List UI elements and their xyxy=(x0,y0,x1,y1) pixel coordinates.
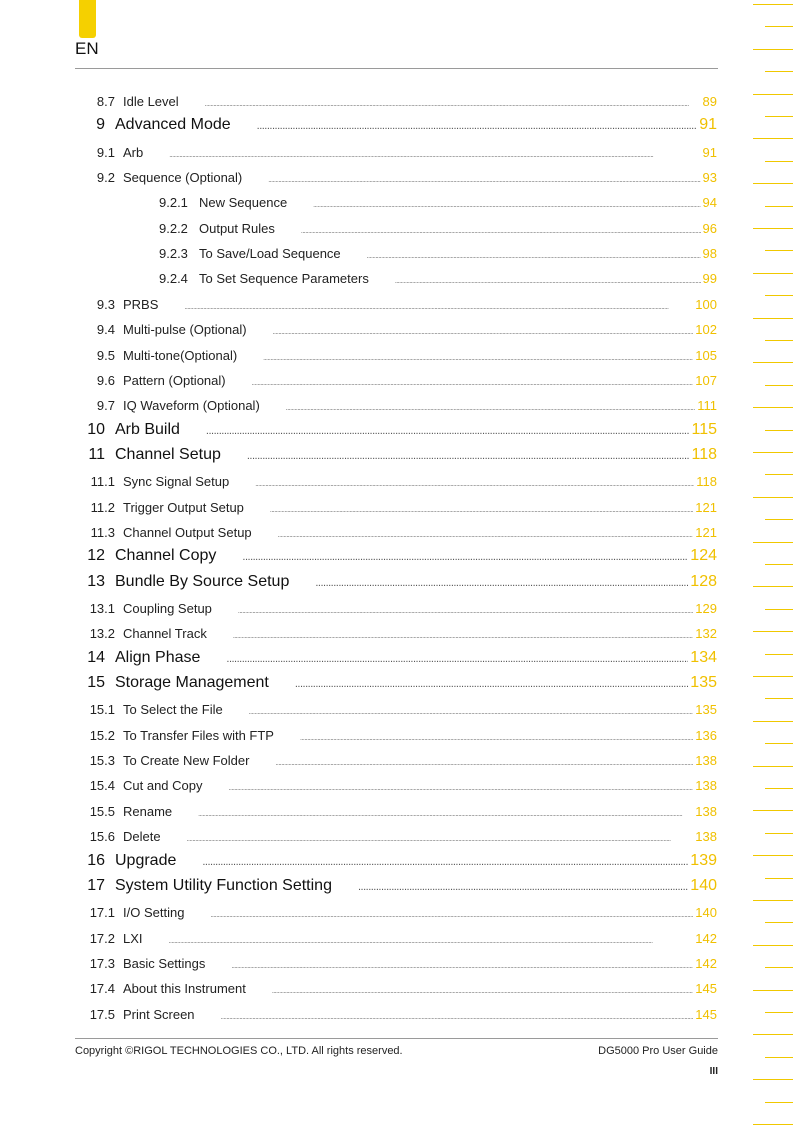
toc-entry-page: 124 xyxy=(690,547,717,565)
toc-entry[interactable] xyxy=(75,373,717,388)
toc-entry[interactable] xyxy=(75,877,717,895)
toc-dot-leader xyxy=(315,577,688,589)
footer-page-number: III xyxy=(709,1066,718,1077)
toc-entry-number: 9.2.1 xyxy=(159,195,188,211)
toc-entry-page: 138 xyxy=(695,778,717,794)
toc-entry[interactable] xyxy=(75,753,717,768)
toc-entry[interactable] xyxy=(75,702,717,717)
toc-entry[interactable] xyxy=(75,348,717,363)
ruler-tick xyxy=(765,161,793,162)
toc-dot-leader xyxy=(367,253,701,260)
ruler-tick xyxy=(753,1034,793,1035)
toc-entry-page: 91 xyxy=(702,144,717,160)
toc-dot-leader xyxy=(252,380,694,387)
ruler-tick xyxy=(753,1079,793,1080)
toc-entry-number: 15 xyxy=(87,674,105,692)
ruler-tick xyxy=(765,71,793,72)
toc-entry-page: 128 xyxy=(690,572,717,590)
ruler-tick xyxy=(753,586,793,587)
ruler-tick xyxy=(753,990,793,991)
ruler-tick xyxy=(753,497,793,498)
toc-entry[interactable] xyxy=(75,398,717,413)
toc-entry-number: 17 xyxy=(87,876,105,894)
ruler-tick xyxy=(765,430,793,431)
toc-entry-page: 129 xyxy=(695,601,717,616)
ruler-tick xyxy=(765,340,793,341)
toc-entry-number: 15.1 xyxy=(89,702,115,718)
toc-dot-leader xyxy=(249,709,694,716)
toc-entry-number: 11.3 xyxy=(90,524,115,540)
toc-dot-leader xyxy=(229,785,694,792)
footer-divider xyxy=(75,1038,718,1039)
ruler-tick xyxy=(765,116,793,117)
toc-entry[interactable] xyxy=(75,804,717,819)
toc-entry-page: 139 xyxy=(690,851,717,869)
toc-entry[interactable] xyxy=(159,221,717,236)
toc-entry-page: 99 xyxy=(702,271,717,287)
toc-dot-leader xyxy=(358,881,688,893)
toc-entry-page: 136 xyxy=(695,727,717,743)
ruler-tick xyxy=(765,1012,793,1013)
edge-ruler-decoration xyxy=(743,0,793,1122)
toc-dot-leader xyxy=(255,481,694,488)
toc-entry[interactable] xyxy=(75,547,717,565)
toc-entry-title: IQ Waveform (Optional) xyxy=(123,398,260,414)
ruler-tick xyxy=(753,855,793,856)
toc-dot-leader xyxy=(169,938,694,945)
toc-entry-number: 9.2 xyxy=(96,170,115,186)
toc-entry-number: 9 xyxy=(96,116,105,134)
toc-entry-title: System Utility Function Setting xyxy=(115,876,332,894)
toc-entry-title: Output Rules xyxy=(199,220,275,236)
ruler-tick xyxy=(753,542,793,543)
toc-entry[interactable] xyxy=(75,573,717,591)
toc-entry[interactable] xyxy=(75,674,717,692)
toc-entry-number: 9.1 xyxy=(96,144,115,160)
toc-entry[interactable] xyxy=(75,1007,717,1022)
ruler-tick xyxy=(753,631,793,632)
toc-entry-number: 9.7 xyxy=(96,398,115,414)
ruler-tick xyxy=(765,519,793,520)
toc-entry-title: To Create New Folder xyxy=(123,753,250,769)
toc-entry-title: Pattern (Optional) xyxy=(123,372,226,388)
ruler-tick xyxy=(753,676,793,677)
toc-entry[interactable] xyxy=(75,905,717,920)
toc-entry-page: 118 xyxy=(696,474,717,490)
toc-entry-page: 132 xyxy=(695,626,717,642)
ruler-tick xyxy=(753,721,793,722)
ruler-tick xyxy=(765,654,793,655)
toc-dot-leader xyxy=(206,425,690,437)
toc-entry-title: Channel Copy xyxy=(115,547,217,565)
toc-entry-title: To Select the File xyxy=(123,702,223,718)
toc-dot-leader xyxy=(238,608,693,615)
toc-entry-number: 9.3 xyxy=(96,296,115,312)
ruler-tick xyxy=(765,206,793,207)
toc-dot-leader xyxy=(313,202,700,209)
toc-entry[interactable] xyxy=(75,829,717,844)
toc-entry-number: 9.2.4 xyxy=(159,271,188,287)
toc-entry[interactable] xyxy=(75,94,717,109)
toc-entry-title: To Set Sequence Parameters xyxy=(199,271,369,287)
toc-entry-page: 135 xyxy=(690,674,717,692)
toc-entry[interactable] xyxy=(75,525,717,540)
toc-entry[interactable] xyxy=(75,649,717,667)
toc-dot-leader xyxy=(395,278,701,285)
toc-entry-page: 118 xyxy=(691,445,717,463)
toc-entry-title: Channel Output Setup xyxy=(123,524,252,540)
toc-entry[interactable] xyxy=(75,500,717,515)
toc-entry-number: 15.5 xyxy=(89,803,115,819)
toc-dot-leader xyxy=(263,355,693,362)
toc-entry[interactable] xyxy=(75,421,717,439)
ruler-tick xyxy=(753,49,793,50)
toc-entry-page: 93 xyxy=(702,170,717,186)
toc-dot-leader xyxy=(205,101,701,108)
toc-entry-number: 11 xyxy=(88,445,105,463)
toc-entry-title: Channel Track xyxy=(123,626,207,642)
toc-entry-title: Arb Build xyxy=(115,420,180,438)
toc-entry-page: 145 xyxy=(695,1006,717,1022)
ruler-tick xyxy=(753,94,793,95)
ruler-tick xyxy=(765,564,793,565)
ruler-tick xyxy=(765,743,793,744)
toc-dot-leader xyxy=(273,329,694,336)
toc-entry-title: Basic Settings xyxy=(123,955,206,971)
toc-entry-page: 140 xyxy=(695,905,717,921)
ruler-tick xyxy=(753,4,793,5)
toc-entry[interactable] xyxy=(75,601,717,616)
toc-entry-title: Advanced Mode xyxy=(115,116,231,134)
toc-dot-leader xyxy=(233,633,693,640)
toc-dot-leader xyxy=(268,177,700,184)
toc-entry-title: Sync Signal Setup xyxy=(123,474,230,490)
toc-entry[interactable] xyxy=(75,474,717,489)
ruler-tick xyxy=(765,788,793,789)
toc-entry-number: 12 xyxy=(87,547,105,565)
toc-entry-number: 8.7 xyxy=(96,94,115,109)
toc-entry-number: 13 xyxy=(87,572,105,590)
toc-entry[interactable] xyxy=(75,145,717,160)
ruler-tick xyxy=(753,810,793,811)
toc-dot-leader xyxy=(187,836,694,843)
toc-entry-title: Trigger Output Setup xyxy=(123,499,244,515)
toc-entry-page: 111 xyxy=(697,398,717,414)
toc-entry-page: 91 xyxy=(699,116,717,134)
ruler-tick xyxy=(765,609,793,610)
toc-entry-number: 17.4 xyxy=(89,981,115,997)
toc-entry[interactable] xyxy=(75,297,717,312)
toc-entry-page: 135 xyxy=(695,702,717,718)
toc-entry-number: 9.2.3 xyxy=(159,246,188,262)
toc-entry-page: 142 xyxy=(695,930,717,946)
toc-entry-number: 13.2 xyxy=(89,626,115,642)
ruler-tick xyxy=(765,878,793,879)
toc-entry-page: 121 xyxy=(695,524,717,540)
toc-entry-title: Align Phase xyxy=(115,648,201,666)
ruler-tick xyxy=(765,474,793,475)
toc-entry-number: 14 xyxy=(87,648,105,666)
toc-entry-title: Print Screen xyxy=(123,1006,195,1022)
ruler-tick xyxy=(765,26,793,27)
toc-entry-page: 138 xyxy=(695,753,717,769)
toc-entry-title: Idle Level xyxy=(123,94,179,109)
toc-entry-title: Sequence (Optional) xyxy=(123,170,243,186)
toc-entry-title: To Transfer Files with FTP xyxy=(123,727,274,743)
toc-entry-title: Upgrade xyxy=(115,851,177,869)
toc-entry-page: 102 xyxy=(695,322,717,338)
toc-entry-page: 142 xyxy=(695,955,717,971)
ruler-tick xyxy=(753,407,793,408)
ruler-tick xyxy=(765,1057,793,1058)
toc-dot-leader xyxy=(231,963,693,970)
toc-entry[interactable] xyxy=(159,246,717,261)
toc-entry-title: LXI xyxy=(123,930,143,946)
toc-entry-title: I/O Setting xyxy=(123,905,185,921)
ruler-tick xyxy=(765,385,793,386)
toc-entry-page: 115 xyxy=(691,420,717,438)
toc-entry-page: 121 xyxy=(695,499,717,515)
toc-entry-page: 89 xyxy=(702,94,717,109)
footer-guide-title: DG5000 Pro User Guide xyxy=(598,1045,718,1057)
ruler-tick xyxy=(765,295,793,296)
toc-entry[interactable] xyxy=(75,852,717,870)
toc-entry-title: Delete xyxy=(123,829,161,845)
toc-entry[interactable] xyxy=(75,931,717,946)
toc-entry-number: 11.1 xyxy=(90,474,115,490)
toc-entry-page: 98 xyxy=(702,246,717,262)
toc-entry[interactable] xyxy=(75,626,717,641)
toc-entry-number: 15.4 xyxy=(89,778,115,794)
toc-entry[interactable] xyxy=(75,446,717,464)
toc-entry-number: 16 xyxy=(87,851,105,869)
toc-dot-leader xyxy=(272,988,693,995)
toc-dot-leader xyxy=(278,532,694,539)
toc-entry-title: Rename xyxy=(123,803,173,819)
toc-entry-page: 140 xyxy=(690,876,717,894)
ruler-tick xyxy=(753,138,793,139)
ruler-tick xyxy=(765,967,793,968)
toc-entry-number: 15.2 xyxy=(89,727,115,743)
ruler-tick xyxy=(765,250,793,251)
toc-dot-leader xyxy=(301,228,701,235)
ruler-tick xyxy=(753,766,793,767)
ruler-tick xyxy=(765,1102,793,1103)
toc-dot-leader xyxy=(210,912,693,919)
toc-dot-leader xyxy=(270,507,693,514)
ruler-tick xyxy=(765,922,793,923)
toc-entry-number: 9.6 xyxy=(96,372,115,388)
toc-entry[interactable] xyxy=(159,271,717,286)
toc-dot-leader xyxy=(257,120,698,132)
toc-entry-page: 134 xyxy=(690,648,717,666)
ruler-tick xyxy=(753,183,793,184)
ruler-tick xyxy=(753,273,793,274)
toc-entry[interactable] xyxy=(75,728,717,743)
toc-entry-page: 94 xyxy=(702,195,717,211)
toc-dot-leader xyxy=(275,760,693,767)
toc-entry-page: 145 xyxy=(695,981,717,997)
toc-entry[interactable] xyxy=(75,956,717,971)
toc-dot-leader xyxy=(221,1014,694,1021)
toc-dot-leader xyxy=(184,304,693,311)
toc-entry-number: 9.4 xyxy=(96,322,115,338)
toc-entry-number: 13.1 xyxy=(89,601,115,616)
toc-entry[interactable] xyxy=(75,170,717,185)
toc-entry-title: Channel Setup xyxy=(115,445,221,463)
toc-entry-title: PRBS xyxy=(123,296,159,312)
toc-entry-number: 11.2 xyxy=(90,499,115,515)
toc-dot-leader xyxy=(286,405,695,412)
language-label: EN xyxy=(75,39,99,58)
ruler-tick xyxy=(753,945,793,946)
toc-entry-page: 107 xyxy=(695,372,717,388)
toc-entry[interactable] xyxy=(75,116,717,134)
ruler-tick xyxy=(753,228,793,229)
toc-entry-title: Coupling Setup xyxy=(123,601,212,616)
toc-entry-number: 9.5 xyxy=(96,347,115,363)
ruler-tick xyxy=(765,698,793,699)
toc-entry-number: 17.5 xyxy=(89,1006,115,1022)
toc-entry-page: 138 xyxy=(695,829,717,845)
toc-entry-page: 138 xyxy=(695,803,717,819)
ruler-tick xyxy=(765,833,793,834)
toc-dot-leader xyxy=(226,653,688,665)
toc-entry-title: Multi-pulse (Optional) xyxy=(123,322,247,338)
toc-entry[interactable] xyxy=(75,981,717,996)
footer-copyright: Copyright ©RIGOL TECHNOLOGIES CO., LTD. All rights reserved. xyxy=(75,1045,403,1057)
toc-entry-number: 15.3 xyxy=(89,753,115,769)
toc-dot-leader xyxy=(169,152,700,159)
toc-entry[interactable] xyxy=(159,195,717,210)
toc-entry[interactable] xyxy=(75,778,717,793)
toc-dot-leader xyxy=(300,735,693,742)
toc-entry-title: Bundle By Source Setup xyxy=(115,572,290,590)
toc-entry-page: 105 xyxy=(695,347,717,363)
toc-entry-number: 17.3 xyxy=(89,955,115,971)
toc-entry-number: 15.6 xyxy=(89,829,115,845)
toc-entry-title: To Save/Load Sequence xyxy=(199,246,341,262)
ruler-tick xyxy=(753,900,793,901)
toc-entry-number: 17.1 xyxy=(89,905,115,921)
toc-entry-title: Storage Management xyxy=(115,674,269,692)
toc-entry-title: Cut and Copy xyxy=(123,778,203,794)
toc-entry-title: New Sequence xyxy=(199,195,288,211)
toc-entry-page: 100 xyxy=(695,296,717,312)
toc-dot-leader xyxy=(295,678,688,690)
ruler-tick xyxy=(753,362,793,363)
toc-entry-title: Arb xyxy=(123,144,144,160)
toc-dot-leader xyxy=(242,551,688,563)
toc-entry-number: 10 xyxy=(87,420,105,438)
toc-entry-title: Multi-tone(Optional) xyxy=(123,347,238,363)
ruler-tick xyxy=(753,318,793,319)
toc-entry-number: 17.2 xyxy=(89,930,115,946)
toc-entry-number: 9.2.2 xyxy=(159,220,188,236)
toc-entry-title: About this Instrument xyxy=(123,981,246,997)
toc-dot-leader xyxy=(198,811,693,818)
ruler-tick xyxy=(753,452,793,453)
toc-dot-leader xyxy=(247,450,690,462)
toc-entry-page: 96 xyxy=(702,220,717,236)
toc-dot-leader xyxy=(202,856,688,868)
toc-entry[interactable] xyxy=(75,322,717,337)
